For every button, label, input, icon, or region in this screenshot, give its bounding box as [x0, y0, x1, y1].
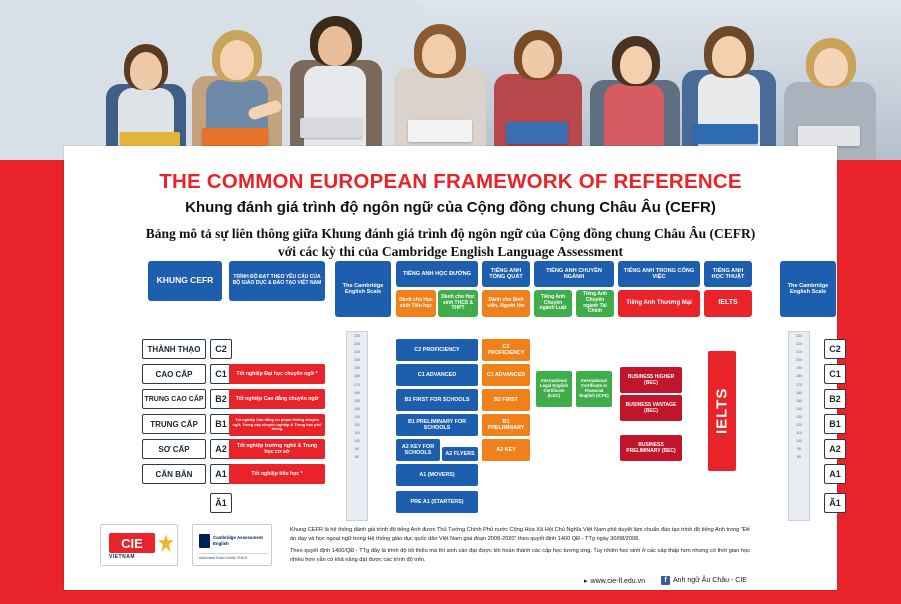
page-description-line2: với các kỳ thi của Cambridge English Language Assessment [277, 244, 623, 260]
scale-tick: 230 [354, 334, 360, 338]
exam-b2-first-for-schools: B2 FIRST FOR SCHOOLS [396, 389, 478, 411]
cefr-level-code-right: C1 [824, 364, 846, 384]
ielts-tick: 9.0 [738, 351, 745, 356]
scale-tick: 170 [354, 382, 360, 387]
cefr-level-row [142, 493, 234, 515]
student-figure [186, 18, 290, 160]
cefr-level-code: Ã1 [210, 493, 232, 513]
scale-tick: 210 [796, 350, 802, 355]
scale-tick: 130 [354, 414, 360, 419]
subheader-hoc-sinh-tieu-hoc: Dành cho Học sinh Tiểu học [396, 290, 436, 317]
scale-tick: 160 [796, 390, 802, 395]
ielts-tick: 7.0 [738, 395, 745, 400]
scale-tick: 140 [354, 406, 360, 411]
exam-pre-a1-starters: PRE A1 (STARTERS) [396, 491, 478, 513]
cefr-level-code: B1 [210, 414, 232, 434]
star-icon [158, 534, 174, 552]
scale-tick: 140 [796, 406, 802, 411]
cefr-level-name: TRUNG CAO CẤP [142, 389, 206, 409]
page-subtitle: Khung đánh giá trình độ ngôn ngữ của Cộng đồng chung Châu Âu (CEFR) [185, 199, 716, 216]
cefr-level-code-right: Ã1 [824, 493, 846, 513]
page-description-line1: Bảng mô tả sự liên thông giữa Khung đánh giá trình độ ngôn ngữ của Cộng đồng chung Châu Âu (CEFR) [145, 226, 756, 241]
cefr-comparison-grid [144, 331, 848, 521]
scale-tick: 190 [796, 366, 802, 371]
ielts-tick: 7.5 [738, 384, 745, 389]
subheader-chuyen-nganh-tai-chinh: Tiếng Anh Chuyên ngành Tài Chính [576, 290, 614, 317]
header-tieng-anh-chuyen-nganh: TIẾNG ANH CHUYÊN NGÀNH [534, 261, 614, 287]
scale-tick: 200 [354, 358, 360, 363]
cefr-level-code: A2 [210, 439, 232, 459]
cefr-level-code-right: C2 [824, 339, 846, 359]
exam-a2-flyers: A2 FLYERS [442, 447, 478, 461]
header-cambridge-scale-right: The Cambridge English Scale [780, 261, 836, 317]
exam-bec-vantage: BUSINESS VANTAGE (BEC) [620, 395, 682, 421]
logo-cie-subtitle: VIETNAM [109, 554, 135, 560]
scale-tick: 100 [796, 439, 802, 444]
header-cambridge-scale-left: The Cambridge English Scale [335, 261, 391, 317]
exam-c2-proficiency-schools: C2 PROFICIENCY [396, 339, 478, 361]
website-link-label: www.cie-fl.edu.vn [590, 577, 645, 585]
scale-tick: 180 [796, 374, 802, 379]
cefr-level-row [142, 339, 234, 361]
cefr-level-name: THÀNH THẠO [142, 339, 206, 359]
ielts-tick: 5.0 [738, 439, 745, 444]
scale-tick: 100 [354, 439, 360, 444]
header-trinh-do-viet-nam: TRÌNH ĐỘ ĐẠT THEO YÊU CẦU CỦA BỘ GIÁO DỤC & ĐÀO TẠO VIỆT NAM [229, 261, 325, 301]
footer-note-paragraph-2: Theo quyết định 1400/QĐ - TTg đây là trình độ tối thiểu mà thí sinh cần đạt được khi hoàn thành các cấp học tương ứng. Tuy nhiên học sinh ở các cấp thấp hơn nhưng có thời gian học nhiều hơn vẫn có khả năng đạt được các trình độ trên. [290, 548, 750, 563]
vietnam-requirement-c1: Tốt nghiệp Đại học chuyên ngữ * [229, 364, 325, 384]
header-tieng-anh-tong-quat: TIẾNG ANH TỔNG QUÁT [482, 261, 530, 287]
exam-a2-key-general: A2 KEY [482, 439, 530, 461]
cefr-level-code-right: B2 [824, 389, 846, 409]
footer-note [290, 526, 750, 565]
logo-cambridge-subtitle: Authorised Exam Centre VN103 [199, 553, 269, 560]
subheader-hoc-sinh-thcs-thpt: Dành cho Học sinh THCS & THPT [438, 290, 478, 317]
cefr-level-code: C1 [210, 364, 232, 384]
facebook-link-label: Anh ngữ Âu Châu - CIE [672, 577, 747, 584]
scale-tick: 130 [796, 414, 802, 419]
cefr-level-code-right: B1 [824, 414, 846, 434]
page-title: THE COMMON EUROPEAN FRAMEWORK OF REFERENCE [159, 170, 742, 193]
website-link[interactable] [584, 577, 645, 585]
infographic-sheet [64, 146, 841, 590]
header-tieng-anh-hoc-duong: TIẾNG ANH HỌC ĐƯỜNG [396, 261, 478, 287]
scale-tick: 220 [354, 342, 360, 347]
scale-tick: 90 [797, 447, 801, 452]
cefr-level-code: B2 [210, 389, 232, 409]
scale-tick: 110 [796, 431, 802, 436]
cambridge-scale-left-band [346, 331, 368, 521]
cefr-level-code-right: A2 [824, 439, 846, 459]
student-figure [98, 28, 194, 160]
cefr-level-code: A1 [210, 464, 232, 484]
page-description [64, 225, 837, 261]
student-figure [584, 22, 688, 160]
scale-tick: 120 [796, 423, 802, 428]
facebook-link[interactable] [661, 576, 747, 585]
subheader-sinh-vien-nguoi-lon: Dành cho Sinh viên, Người lớn [482, 290, 530, 317]
scale-tick: 110 [354, 431, 360, 436]
scale-tick: 180 [354, 374, 360, 379]
ielts-tick: 5.5 [738, 428, 745, 433]
ielts-tick: 8.0 [738, 373, 745, 378]
facebook-icon: f [661, 576, 670, 585]
footer-links [584, 576, 834, 585]
exam-ielts-bar: IELTS [708, 351, 736, 471]
exam-bec-preliminary: BUSINESS PRELIMINARY (BEC) [620, 435, 682, 461]
student-figure [676, 16, 782, 160]
ielts-tick: 6.0 [738, 417, 745, 422]
scale-tick: 160 [354, 390, 360, 395]
scale-tick: 150 [796, 398, 802, 403]
cambridge-shield-icon [199, 534, 210, 548]
cefr-level-name: TRUNG CẤP [142, 414, 206, 434]
exam-bec-higher: BUSINESS HIGHER (BEC) [620, 367, 682, 393]
scale-tick: 170 [796, 382, 802, 387]
student-figure [776, 24, 882, 160]
logo-cambridge-name: Cambridge Assessment English [213, 535, 263, 546]
vietnam-requirement-a2: Tốt nghiệp trường nghề & Trung học cơ sở [229, 439, 325, 459]
cefr-level-name: CAO CẤP [142, 364, 206, 384]
scale-tick: 80 [797, 455, 801, 460]
scale-tick: 230 [796, 334, 802, 338]
student-figure [388, 14, 492, 160]
cefr-level-row [142, 414, 234, 436]
cefr-level-name: SƠ CẤP [142, 439, 206, 459]
exam-b1-preliminary-for-schools: B1 PRELIMINARY FOR SCHOOLS [396, 414, 478, 436]
subheader-tieng-anh-thuong-mai: Tiếng Anh Thương Mại [618, 290, 700, 317]
exam-c1-advanced-schools: C1 ADVANCED [396, 364, 478, 386]
header-tieng-anh-trong-cong-viec: TIẾNG ANH TRONG CÔNG VIỆC [618, 261, 700, 287]
subheader-ielts: IELTS [704, 290, 752, 317]
scale-tick: 220 [796, 342, 802, 347]
cefr-level-row [142, 389, 234, 411]
footer-area [64, 524, 837, 590]
cefr-level-row [142, 439, 234, 461]
exam-c1-advanced-general: C1 ADVANCED [482, 364, 530, 386]
logo-cambridge [192, 524, 272, 566]
exam-b1-preliminary-general: B1 PRELIMINARY [482, 414, 530, 436]
exam-icfe-financial-english: International Certificate in Financial English (ICFE) [576, 371, 612, 407]
exam-a2-key-for-schools: A2 KEY FOR SCHOOLS [396, 439, 440, 461]
scale-tick: 190 [354, 366, 360, 371]
vietnam-requirement-b2: Tốt nghiệp Cao đẳng chuyên ngữ [229, 389, 325, 409]
cefr-level-code-right: A1 [824, 464, 846, 484]
cefr-level-row [142, 364, 234, 386]
header-khung-cefr: KHUNG CEFR [148, 261, 222, 301]
cefr-level-code: C2 [210, 339, 232, 359]
vietnam-requirement-a1: Tốt nghiệp tiểu học * [229, 464, 325, 484]
ielts-tick: 4.0 [738, 461, 745, 466]
scale-tick: 90 [355, 447, 359, 452]
cefr-level-name: CĂN BẢN [142, 464, 206, 484]
ielts-tick: 4.5 [738, 450, 745, 455]
logo-cie-mark: CIE [109, 533, 155, 553]
scale-tick: 200 [796, 358, 802, 363]
header-tieng-anh-hoc-thuat: TIẾNG ANH HỌC THUẬT [704, 261, 752, 287]
subheader-chuyen-nganh-luat: Tiếng Anh Chuyên ngành Luật [534, 290, 572, 317]
exam-ilec-legal-english: International Legal English Certificate (ILEC) [536, 371, 572, 407]
cefr-level-row [142, 464, 234, 486]
student-figure [488, 18, 588, 160]
scale-tick: 120 [354, 423, 360, 428]
cambridge-scale-right-band [788, 331, 810, 521]
exam-b2-first-general: B2 FIRST [482, 389, 530, 411]
vietnam-requirement-b1: Tốt nghiệp Cao đẳng sư phạm không chuyên ngữ, Trung cấp chuyên nghiệp & Trung học phổ thông [229, 414, 325, 436]
scale-tick: 80 [355, 455, 359, 460]
ielts-tick: 6.5 [738, 406, 745, 411]
location-pin-icon: ▸ [584, 577, 588, 585]
exam-a1-movers: A1 (MOVERS) [396, 464, 478, 486]
column-headers [148, 261, 848, 323]
student-figure [286, 10, 386, 160]
header-photo-banner [0, 0, 901, 160]
scale-tick: 150 [354, 398, 360, 403]
exam-c2-proficiency-general: C2 PROFICIENCY [482, 339, 530, 361]
scale-tick: 210 [354, 350, 360, 355]
logo-cie [100, 524, 178, 566]
ielts-tick: 8.5 [738, 362, 745, 367]
footer-note-paragraph-1: Khung CEFR là hệ thống đánh giá trình độ tiếng Anh được Thủ Tướng Chính Phủ nước Cộng Hòa Xã Hội Chủ Nghĩa Việt Nam phê duyệt làm chuẩn đào tạo trình độ tiếng Anh trong "Đề án dạy và học ngoại ngữ trong Hệ thống giáo dục quốc dân Việt Nam giai đoạn 2008-2020" theo quyết định 1400 QĐ - TTg ngày 30/08/2008. [290, 527, 750, 542]
